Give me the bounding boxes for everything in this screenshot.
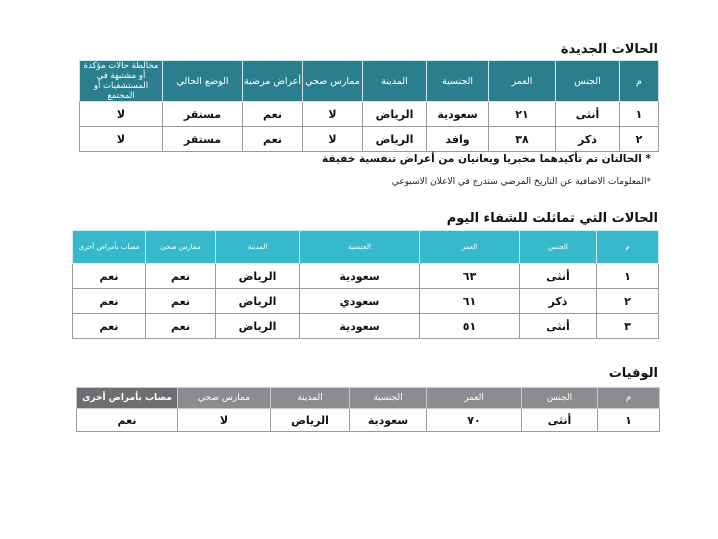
table-row xyxy=(80,102,659,127)
table-cell: سعودية xyxy=(300,264,420,289)
header-cell: العمر xyxy=(420,231,520,264)
table-cell: سعودية xyxy=(300,314,420,339)
table-cell: ٢ xyxy=(620,127,659,152)
table-cell: الرياض xyxy=(363,127,427,152)
table-cell: لا xyxy=(178,409,271,432)
new-cases-table xyxy=(79,60,659,152)
table-cell: ذكر xyxy=(520,289,597,314)
deaths-table xyxy=(76,387,660,432)
table-row xyxy=(77,409,660,432)
table-cell: نعم xyxy=(73,289,146,314)
table-cell: ذكر xyxy=(556,127,620,152)
table-cell: سعودي xyxy=(300,289,420,314)
table-cell: ٣ xyxy=(597,314,659,339)
table-header-row xyxy=(73,231,659,264)
table-cell: مستقر xyxy=(163,127,243,152)
table-cell: نعم xyxy=(146,264,216,289)
table-cell: نعم xyxy=(77,409,178,432)
table-cell: الرياض xyxy=(216,264,300,289)
table-cell: مستقر xyxy=(163,102,243,127)
table-cell: ٢١ xyxy=(489,102,556,127)
header-cell: ممارس صحي xyxy=(178,388,271,409)
table-cell: الرياض xyxy=(271,409,350,432)
table-cell: أنثى xyxy=(522,409,598,432)
table-cell: لا xyxy=(303,102,363,127)
note-additional-info: *المعلومات الاضافية عن التاريخ المرضي ستدرج في الاعلان الاسبوعي xyxy=(391,177,651,187)
table-cell: نعم xyxy=(146,289,216,314)
table-row xyxy=(73,289,659,314)
table-row xyxy=(73,314,659,339)
header-cell: أعراض مرضية xyxy=(243,61,303,102)
table-cell: نعم xyxy=(146,314,216,339)
table-cell: الرياض xyxy=(363,102,427,127)
header-cell: المدينة xyxy=(271,388,350,409)
table-cell: ٦١ xyxy=(420,289,520,314)
table-cell: سعودية xyxy=(427,102,489,127)
table-cell: ٣٨ xyxy=(489,127,556,152)
table-cell: لا xyxy=(80,127,163,152)
table-cell: ٥١ xyxy=(420,314,520,339)
table-header-row xyxy=(80,61,659,102)
header-cell: الوضع الحالي xyxy=(163,61,243,102)
table-cell: ١ xyxy=(620,102,659,127)
header-cell: الجنسية xyxy=(300,231,420,264)
note-confirmed: * الحالتان تم تأكيدهما مخبريا ويعانيان من أعراض تنفسية خفيفة xyxy=(321,153,651,165)
table-cell: الرياض xyxy=(216,289,300,314)
header-cell: م xyxy=(620,61,659,102)
table-cell: ١ xyxy=(597,264,659,289)
section-title-deaths: الوفيات xyxy=(608,366,658,381)
table-cell: لا xyxy=(80,102,163,127)
header-cell: العمر xyxy=(427,388,522,409)
recovered-table xyxy=(72,230,659,339)
table-cell: وافد xyxy=(427,127,489,152)
header-cell: ممارس صحي xyxy=(146,231,216,264)
table-cell: الرياض xyxy=(216,314,300,339)
header-cell: مصاب بأمراض أخرى xyxy=(77,388,178,409)
table-cell: نعم xyxy=(243,127,303,152)
header-cell: الجنس xyxy=(522,388,598,409)
table-header-row xyxy=(77,388,660,409)
section-title-recovered: الحالات التي تماثلت للشفاء اليوم xyxy=(446,211,658,226)
section-title-new-cases: الحالات الجديدة xyxy=(560,42,658,57)
table-cell: سعودية xyxy=(350,409,427,432)
table-cell: ٢ xyxy=(597,289,659,314)
table-cell: نعم xyxy=(243,102,303,127)
table-cell: نعم xyxy=(73,314,146,339)
table-cell: ١ xyxy=(598,409,660,432)
table-row xyxy=(80,127,659,152)
table-cell: ٦٣ xyxy=(420,264,520,289)
table-cell: أنثى xyxy=(520,264,597,289)
header-cell: م xyxy=(597,231,659,264)
table-cell: ٧٠ xyxy=(427,409,522,432)
header-cell: المدينة xyxy=(216,231,300,264)
header-cell: الجنسية xyxy=(427,61,489,102)
table-cell: أنثى xyxy=(520,314,597,339)
header-cell: العمر xyxy=(489,61,556,102)
table-row xyxy=(73,264,659,289)
header-cell: الجنس xyxy=(556,61,620,102)
header-cell: المدينة xyxy=(363,61,427,102)
header-cell: ممارس صحي xyxy=(303,61,363,102)
header-cell: الجنس xyxy=(520,231,597,264)
header-cell: مخالطة حالات مؤكدة أو مشتبهة في المستشفيات أو المجتمع xyxy=(80,61,163,102)
table-cell: نعم xyxy=(73,264,146,289)
table-cell: أنثى xyxy=(556,102,620,127)
header-cell: الجنسية xyxy=(350,388,427,409)
header-cell: م xyxy=(598,388,660,409)
header-cell: مصاب بأمراض أخرى xyxy=(73,231,146,264)
table-cell: لا xyxy=(303,127,363,152)
